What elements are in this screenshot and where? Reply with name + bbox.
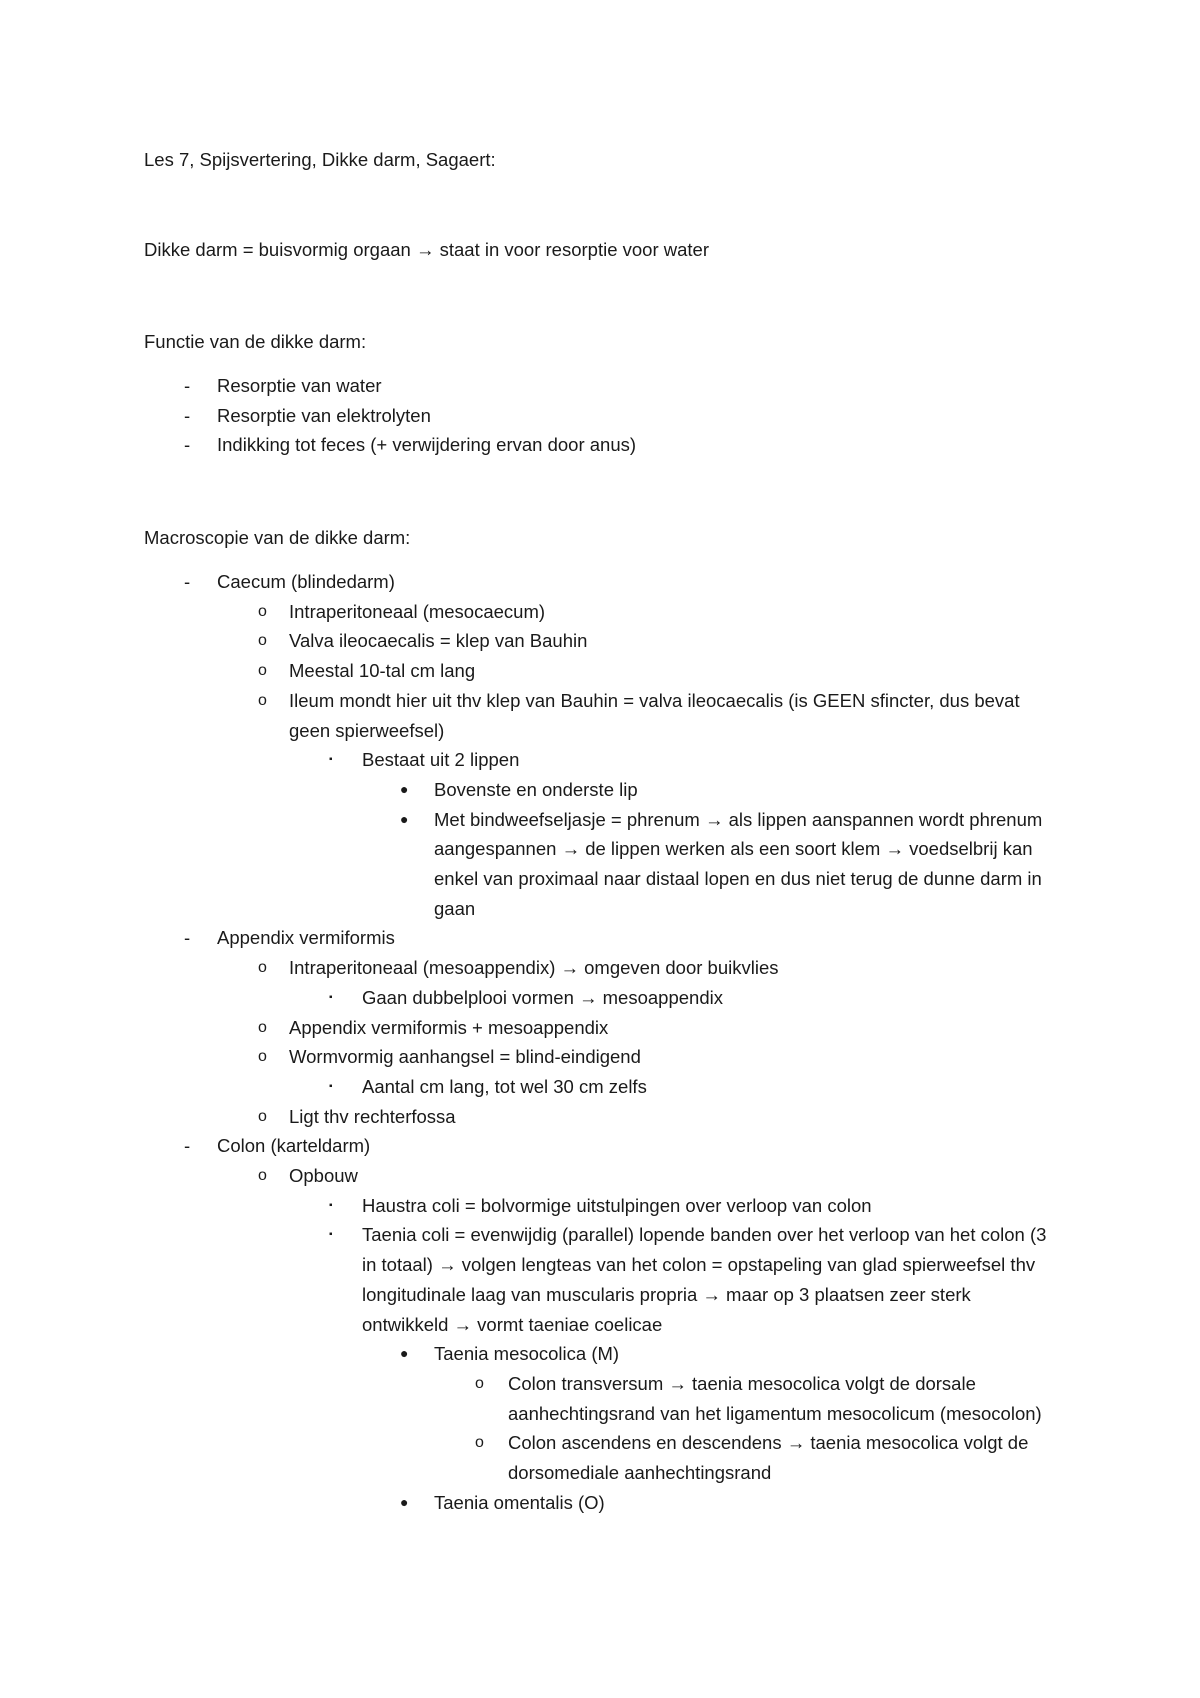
- dash-bullet-icon: -: [184, 404, 191, 426]
- document-heading: Les 7, Spijsvertering, Dikke darm, Sagaert:: [144, 149, 496, 170]
- list-item: - Resorptie van water: [144, 371, 1050, 401]
- list-item: o Intraperitoneaal (mesoappendix) → omgeven door buikvlies: [144, 953, 1050, 983]
- list-item: o Ligt thv rechterfossa: [144, 1102, 1050, 1132]
- circle-bullet-icon: o: [258, 691, 267, 709]
- definition-line: Dikke darm = buisvormig orgaan → staat in voor resorptie voor water: [144, 239, 709, 260]
- dot-bullet-icon: ●: [400, 810, 409, 827]
- dash-bullet-icon: -: [184, 571, 191, 592]
- list-item: ▪ Gaan dubbelplooi vormen → mesoappendix: [144, 983, 1050, 1013]
- dot-bullet-icon: ●: [400, 1345, 409, 1362]
- dash-bullet-icon: -: [184, 1135, 191, 1157]
- square-bullet-icon: ▪: [329, 991, 333, 1003]
- circle-bullet-icon: o: [258, 662, 267, 680]
- list-item: - Colon (karteldarm): [144, 1131, 1050, 1161]
- dash-bullet-icon: -: [184, 434, 191, 456]
- list-item: ● Met bindweefseljasje = phrenum → als lippen aanspannen wordt phrenum aangespannen → de lippen werken als een soort klem → voedselbrij kan enkel van proximaal naar distaal lopen en dus niet terug de dunne darm in gaan: [144, 805, 1050, 924]
- circle-bullet-icon: o: [258, 1018, 267, 1036]
- list-item: - Resorptie van elektrolyten: [144, 401, 1050, 431]
- circle-bullet-icon: o: [475, 1374, 484, 1392]
- list-item: o Colon transversum → taenia mesocolica volgt de dorsale aanhechtingsrand van het ligamentum mesocolicum (mesocolon): [144, 1369, 1050, 1428]
- dash-bullet-icon: -: [184, 375, 191, 396]
- circle-bullet-icon: o: [258, 1167, 267, 1185]
- square-bullet-icon: ▪: [329, 754, 333, 766]
- list-item: o Opbouw: [144, 1161, 1050, 1191]
- circle-bullet-icon: o: [475, 1434, 484, 1452]
- circle-bullet-icon: o: [258, 602, 267, 620]
- square-bullet-icon: ▪: [329, 1199, 333, 1211]
- list-item: o Meestal 10-tal cm lang: [144, 656, 1050, 686]
- circle-bullet-icon: o: [258, 1048, 267, 1066]
- dot-bullet-icon: ●: [400, 1493, 409, 1510]
- dash-bullet-icon: -: [184, 927, 191, 949]
- function-list: [144, 371, 1050, 460]
- circle-bullet-icon: o: [258, 632, 267, 650]
- dot-bullet-icon: ●: [400, 780, 409, 797]
- square-bullet-icon: ▪: [329, 1229, 333, 1241]
- list-item: ● Taenia omentalis (O): [144, 1488, 1050, 1518]
- list-item: o Intraperitoneaal (mesocaecum): [144, 597, 1050, 627]
- list-item: ▪ Taenia coli = evenwijdig (parallel) lopende banden over het verloop van het colon (3 in totaal) → volgen lengteas van het colon = opstapeling van glad spierweefsel thv longitudinale laag van muscularis propria → maar op 3 plaatsen zeer sterk ontwikkeld → vormt taeniae coelicae: [144, 1220, 1050, 1339]
- list-item: ▪ Aantal cm lang, tot wel 30 cm zelfs: [144, 1072, 1050, 1102]
- square-bullet-icon: ▪: [329, 1080, 333, 1092]
- list-item: o Wormvormig aanhangsel = blind-eindigend: [144, 1042, 1050, 1072]
- macro-list: [144, 567, 1050, 1518]
- circle-bullet-icon: o: [258, 959, 267, 977]
- list-item: ▪ Bestaat uit 2 lippen: [144, 745, 1050, 775]
- list-item: ● Bovenste en onderste lip: [144, 775, 1050, 805]
- list-item: - Caecum (blindedarm): [144, 567, 1050, 597]
- list-item: ● Taenia mesocolica (M): [144, 1339, 1050, 1369]
- list-item: o Ileum mondt hier uit thv klep van Bauhin = valva ileocaecalis (is GEEN sfincter, dus bevat geen spierweefsel): [144, 686, 1050, 745]
- list-item: o Valva ileocaecalis = klep van Bauhin: [144, 626, 1050, 656]
- macro-section-title: Macroscopie van de dikke darm:: [144, 527, 411, 548]
- list-item: ▪ Haustra coli = bolvormige uitstulpingen over verloop van colon: [144, 1191, 1050, 1221]
- list-item: o Colon ascendens en descendens → taenia mesocolica volgt de dorsomediale aanhechtingsrand: [144, 1428, 1050, 1487]
- list-item: o Appendix vermiformis + mesoappendix: [144, 1013, 1050, 1043]
- function-section-title: Functie van de dikke darm:: [144, 331, 367, 352]
- list-item: - Indikking tot feces (+ verwijdering ervan door anus): [144, 430, 1050, 460]
- list-item: - Appendix vermiformis: [144, 923, 1050, 953]
- circle-bullet-icon: o: [258, 1107, 267, 1125]
